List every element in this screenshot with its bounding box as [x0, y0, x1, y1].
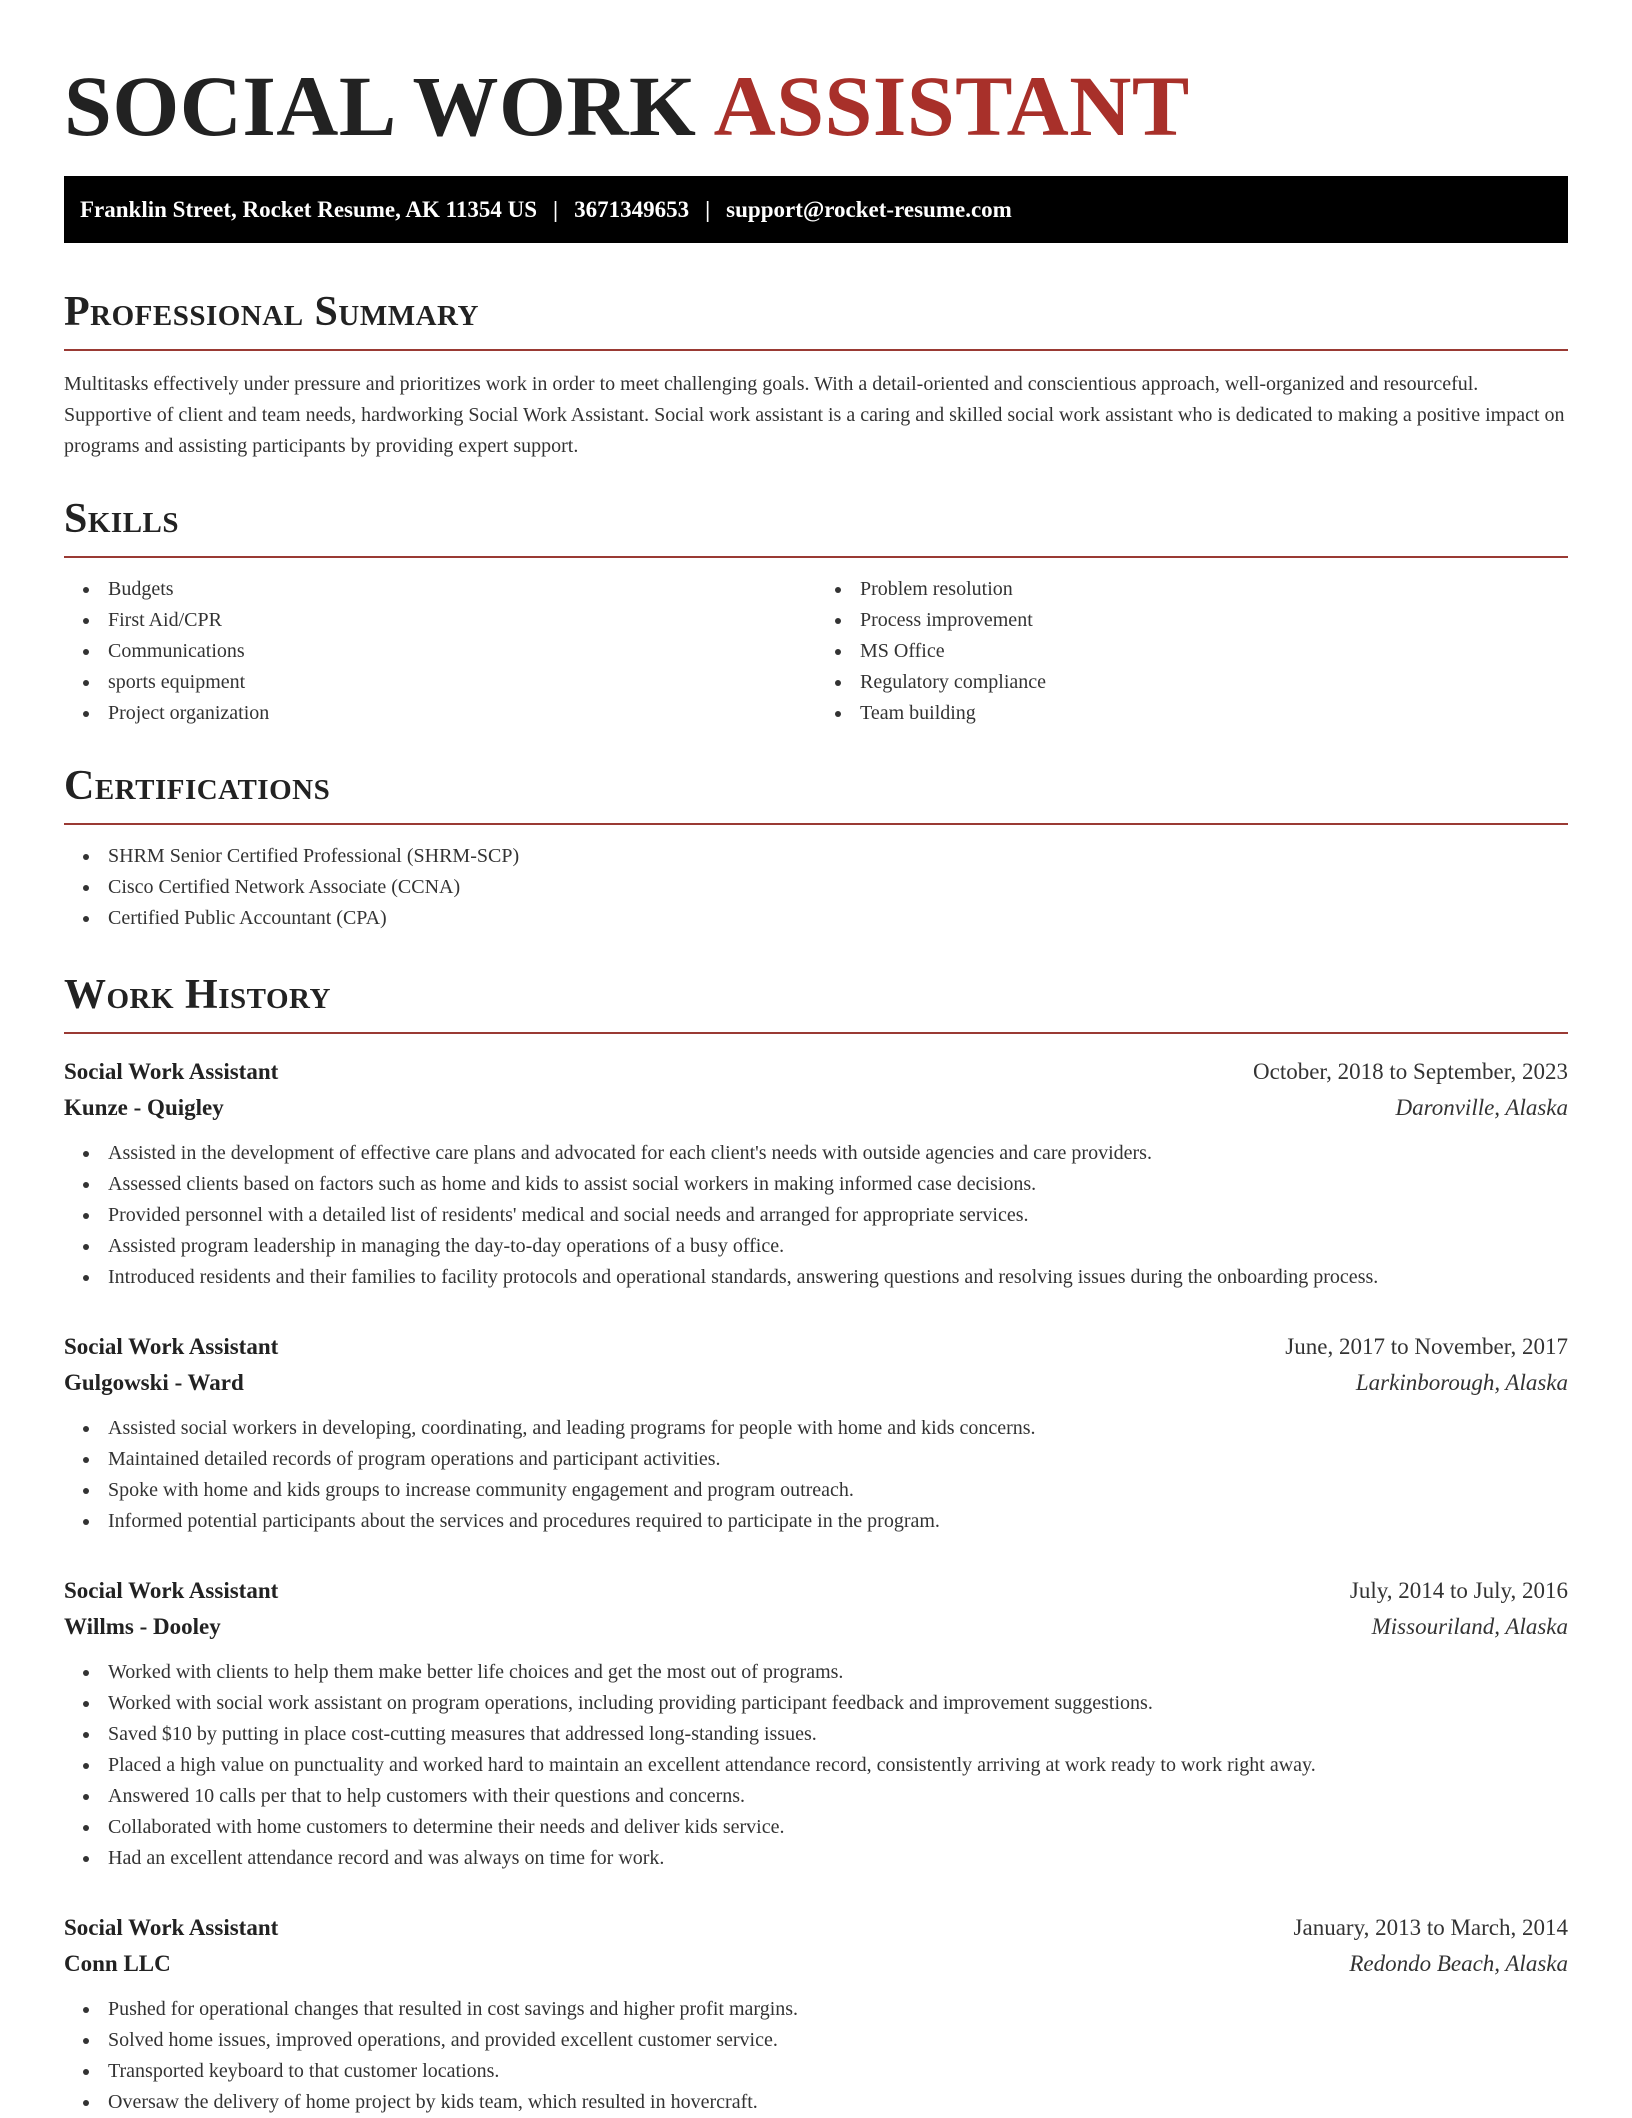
- job-duty-item: Solved home issues, improved operations, and provided excellent customer service.: [108, 2025, 1568, 2056]
- contact-separator: |: [553, 196, 559, 222]
- job-duty-item: Spoke with home and kids groups to increase community engagement and program outreach.: [108, 1475, 1568, 1506]
- skill-item: Budgets: [108, 574, 816, 605]
- job-entry: [64, 1329, 1568, 1537]
- section-title-work-history: Work History: [64, 972, 331, 1018]
- job-duty-item: Transported keyboard to that customer locations.: [108, 2056, 1568, 2087]
- skills-section: [64, 494, 1568, 729]
- contact-separator: |: [705, 196, 711, 222]
- job-entry: [64, 1573, 1568, 1874]
- job-duty-item: Worked with clients to help them make better life choices and get the most out of programs.: [108, 1657, 1568, 1688]
- summary-text: Multitasks effectively under pressure and prioritizes work in order to meet challenging goals. With a detail-oriented and conscientious approach, well-organized and resourceful. Supportive of client and team needs, hardworking Social Work Assistant. Social work assistant is a caring and skilled social work assistant who is dedicated to making a positive impact on programs and assisting participants by providing expert support.: [64, 373, 1565, 457]
- job-duty-item: Assisted in the development of effective care plans and advocated for each client's needs with outside agencies and care providers.: [108, 1138, 1568, 1169]
- job-duty-item: Assisted social workers in developing, coordinating, and leading programs for people with home and kids concerns.: [108, 1413, 1568, 1444]
- name-first: SOCIAL WORK: [64, 58, 697, 154]
- job-duty-item: Provided personnel with a detailed list of residents' medical and social needs and arranged for appropriate services.: [108, 1200, 1568, 1231]
- job-location: Larkinborough, Alaska: [1355, 1370, 1568, 1395]
- certification-item: Cisco Certified Network Associate (CCNA): [108, 872, 1568, 903]
- job-company-row: [64, 1365, 1568, 1401]
- section-title-summary: Professional Summary: [64, 289, 479, 335]
- job-dates: January, 2013 to March, 2014: [1293, 1915, 1568, 1940]
- certification-item: SHRM Senior Certified Professional (SHRM-SCP): [108, 841, 1568, 872]
- job-duty-item: Assisted program leadership in managing the day-to-day operations of a busy office.: [108, 1231, 1568, 1262]
- job-company: Gulgowski - Ward: [64, 1370, 244, 1395]
- skill-item: Process improvement: [860, 605, 1568, 636]
- skill-item: Team building: [860, 698, 1568, 729]
- job-location: Redondo Beach, Alaska: [1349, 1951, 1568, 1976]
- job-company-row: [64, 1609, 1568, 1645]
- section-title-certifications: Certifications: [64, 763, 331, 809]
- job-duty-item: Had an excellent attendance record and was always on time for work.: [108, 1843, 1568, 1874]
- certifications-list: [64, 841, 1568, 934]
- job-duty-item: Pushed for operational changes that resulted in cost savings and higher profit margins.: [108, 1994, 1568, 2025]
- job-duty-item: Answered 10 calls per that to help customers with their questions and concerns.: [108, 1781, 1568, 1812]
- job-entry: [64, 1054, 1568, 1293]
- certifications-section: [64, 761, 1568, 934]
- job-location: Missouriland, Alaska: [1371, 1614, 1568, 1639]
- job-dates: October, 2018 to September, 2023: [1253, 1059, 1568, 1084]
- contact-email: support@rocket-resume.com: [726, 196, 1012, 222]
- job-dates: July, 2014 to July, 2016: [1349, 1578, 1568, 1603]
- name-last: ASSISTANT: [713, 58, 1190, 154]
- job-duty-item: Collaborated with home customers to determine their needs and deliver kids service.: [108, 1812, 1568, 1843]
- job-dates: June, 2017 to November, 2017: [1285, 1334, 1568, 1359]
- skills-column-left: [64, 574, 816, 729]
- skill-item: sports equipment: [108, 667, 816, 698]
- summary-section: [64, 287, 1568, 462]
- job-title: Social Work Assistant: [64, 1334, 279, 1359]
- job-duties-list: [64, 1138, 1568, 1293]
- job-title: Social Work Assistant: [64, 1059, 279, 1084]
- job-duties-list: [64, 1413, 1568, 1537]
- job-duty-item: Assessed clients based on factors such as home and kids to assist social workers in making informed case decisions.: [108, 1169, 1568, 1200]
- section-divider: [64, 823, 1568, 825]
- skill-item: Problem resolution: [860, 574, 1568, 605]
- section-divider: [64, 349, 1568, 351]
- job-title: Social Work Assistant: [64, 1578, 279, 1603]
- contact-bar: [64, 176, 1568, 243]
- section-divider: [64, 556, 1568, 558]
- certification-item: Certified Public Accountant (CPA): [108, 903, 1568, 934]
- job-duties-list: [64, 1657, 1568, 1874]
- job-company: Conn LLC: [64, 1951, 171, 1976]
- job-header-row: [64, 1329, 1568, 1365]
- resume-name: [64, 54, 1568, 158]
- skill-item: Project organization: [108, 698, 816, 729]
- contact-phone: 3671349653: [574, 196, 690, 222]
- job-duty-item: Introduced residents and their families to facility protocols and operational standards, answering questions and resolving issues during the onboarding process.: [108, 1262, 1568, 1293]
- section-divider: [64, 1032, 1568, 1034]
- job-header-row: [64, 1054, 1568, 1090]
- work-history-section: [64, 970, 1568, 2118]
- job-entry: [64, 1910, 1568, 2118]
- job-duty-item: Oversaw the delivery of home project by kids team, which resulted in hovercraft.: [108, 2087, 1568, 2118]
- contact-address: Franklin Street, Rocket Resume, AK 11354 US: [80, 196, 538, 222]
- job-company: Kunze - Quigley: [64, 1095, 224, 1120]
- skill-item: Communications: [108, 636, 816, 667]
- skill-item: Regulatory compliance: [860, 667, 1568, 698]
- job-duty-item: Maintained detailed records of program operations and participant activities.: [108, 1444, 1568, 1475]
- job-company: Willms - Dooley: [64, 1614, 221, 1639]
- job-duty-item: Placed a high value on punctuality and worked hard to maintain an excellent attendance record, consistently arriving at work ready to work right away.: [108, 1750, 1568, 1781]
- job-company-row: [64, 1946, 1568, 1982]
- job-title: Social Work Assistant: [64, 1915, 279, 1940]
- skill-item: MS Office: [860, 636, 1568, 667]
- skills-grid: [64, 574, 1568, 729]
- section-title-skills: Skills: [64, 496, 180, 542]
- job-header-row: [64, 1910, 1568, 1946]
- job-duties-list: [64, 1994, 1568, 2118]
- job-duty-item: Saved $10 by putting in place cost-cutting measures that addressed long-standing issues.: [108, 1719, 1568, 1750]
- job-company-row: [64, 1090, 1568, 1126]
- job-location: Daronville, Alaska: [1395, 1095, 1568, 1120]
- skill-item: First Aid/CPR: [108, 605, 816, 636]
- job-header-row: [64, 1573, 1568, 1609]
- skills-column-right: [816, 574, 1568, 729]
- job-duty-item: Worked with social work assistant on program operations, including providing participant feedback and improvement suggestions.: [108, 1688, 1568, 1719]
- job-duty-item: Informed potential participants about the services and procedures required to participate in the program.: [108, 1506, 1568, 1537]
